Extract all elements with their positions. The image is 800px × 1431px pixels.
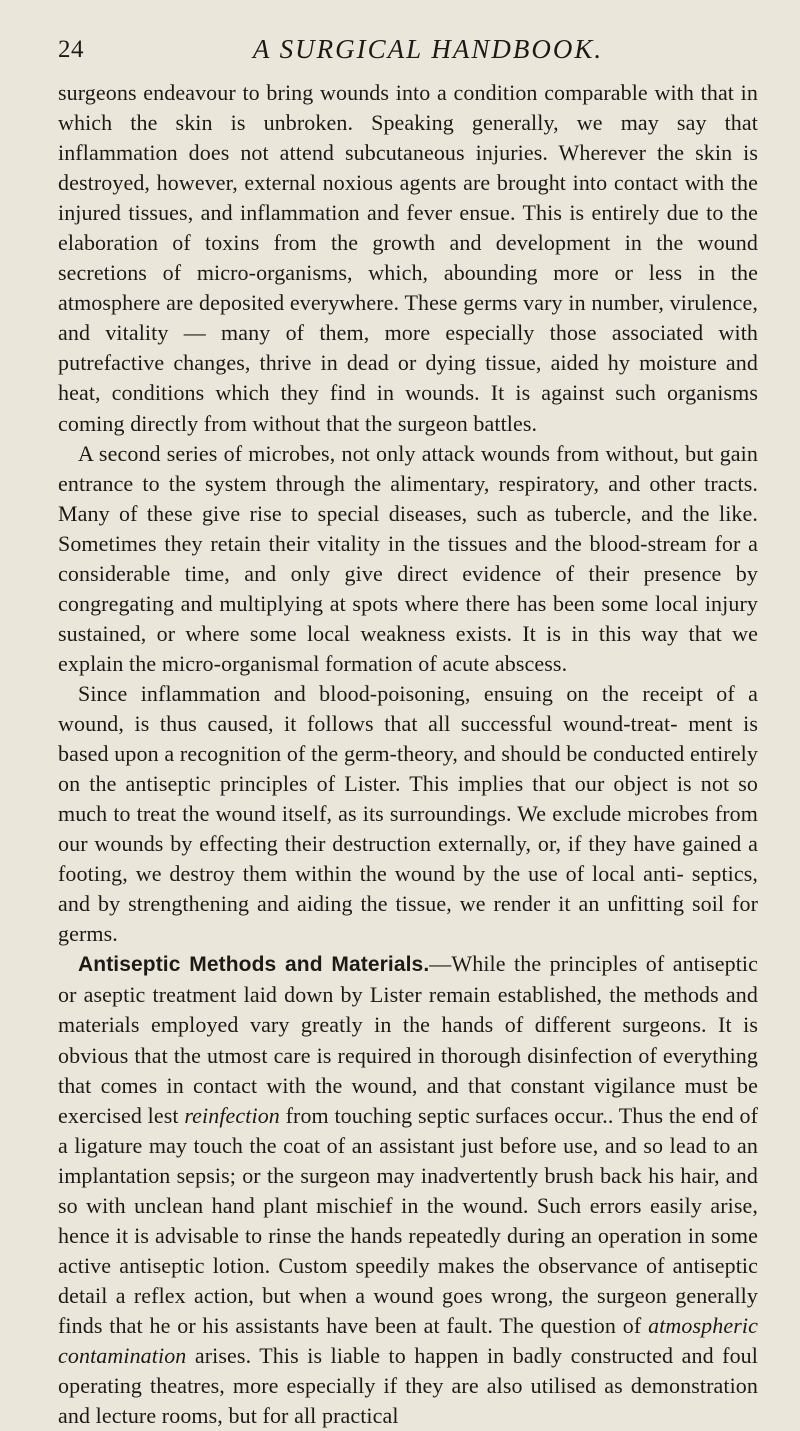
paragraph-1: surgeons endeavour to bring wounds into a condition comparable with that in which the skin is unbroken. Speaking generally, we may say that inflammation does not attend subcutaneous injuries. Wherever the skin is destroyed, however, external noxious agents are brought into contact with the injured tissues, and inflammation and fever ensue. This is entirely due to the elaboration of toxins from the growth and development in the wound secretions of micro-organisms, which, abounding more or less in the atmosphere are deposited everywhere. These germs vary in number, virulence, and vitality — many of them, more especially those associated with putrefactive changes, thrive in dead or dying tissue, aided hy moisture and heat, conditions which they find in wounds. It is against such organisms coming directly from without that the surgeon battles. (58, 80, 758, 436)
section-heading: Antiseptic Methods and Materials. (78, 953, 430, 977)
paragraph-4-text-b: from touching septic surfaces occur.. Thus the end of a ligature may touch the coat of an assistant just before use, and so lead to an implantation sepsis; or the surgeon may inadvertently brush back his hair, and so with unclean hand plant mischief in the wound. Such errors easily arise, hence it is advisable to rinse the hands repeatedly during an operation in some active antiseptic lotion. Custom speedily makes the observance of antiseptic detail a reflex action, but when a wound goes wrong, the surgeon generally finds that he or his assistants have been at fault. The question of (58, 1102, 758, 1338)
paragraph-3: Since inflammation and blood-poisoning, ensuing on the receipt of a wound, is thus caused, it follows that all successful wound-treat- ment is based upon a recognition of the germ-theory, and should be conducted entirely on the antiseptic principles of Lister. This implies that our object is not so much to treat the wound itself, as its surroundings. We exclude microbes from our wounds by effecting their destruction externally, or, if they have gained a footing, we destroy them within the wound by the use of local anti- septics, and by strengthening and aiding the tissue, we render it an unfitting soil for germs. (58, 680, 758, 947)
paragraph-4-text-c: arises. This is liable to happen in badly constructed and foul operating theatres, more especially if they are also utilised as demonstration and lecture rooms, but for all practical (58, 1342, 758, 1429)
paragraph-4 (58, 949, 758, 1431)
page-number: 24 (58, 36, 84, 63)
body-text (58, 78, 758, 1431)
italic-term-reinfection: reinfection (184, 1102, 280, 1128)
page-header (58, 30, 758, 74)
paragraph-4-text-a: —While the principles of antiseptic or aseptic treatment laid down by Lister remain established, the methods and materials employed vary greatly in the hands of different surgeons. It is obvious that the utmost care is required in thorough disinfection of everything that comes in contact with the wound, and that constant vigilance must be exercised lest (58, 951, 759, 1128)
running-head: A SURGICAL HANDBOOK. (252, 34, 604, 64)
italic-term-atmospheric-contamination: atmospheric contamination (58, 1312, 758, 1368)
paragraph-2: A second series of microbes, not only attack wounds from without, but gain entrance to the system through the alimentary, respiratory, and other tracts. Many of these give rise to special diseases, such as tubercle, and the like. Sometimes they retain their vitality in the tissues and the blood-stream for a considerable time, and only give direct evidence of their presence by congregating and multiplying at spots where there has been some local injury sustained, or where some local weakness exists. It is in this way that we explain the micro-organismal formation of acute abscess. (58, 440, 758, 676)
